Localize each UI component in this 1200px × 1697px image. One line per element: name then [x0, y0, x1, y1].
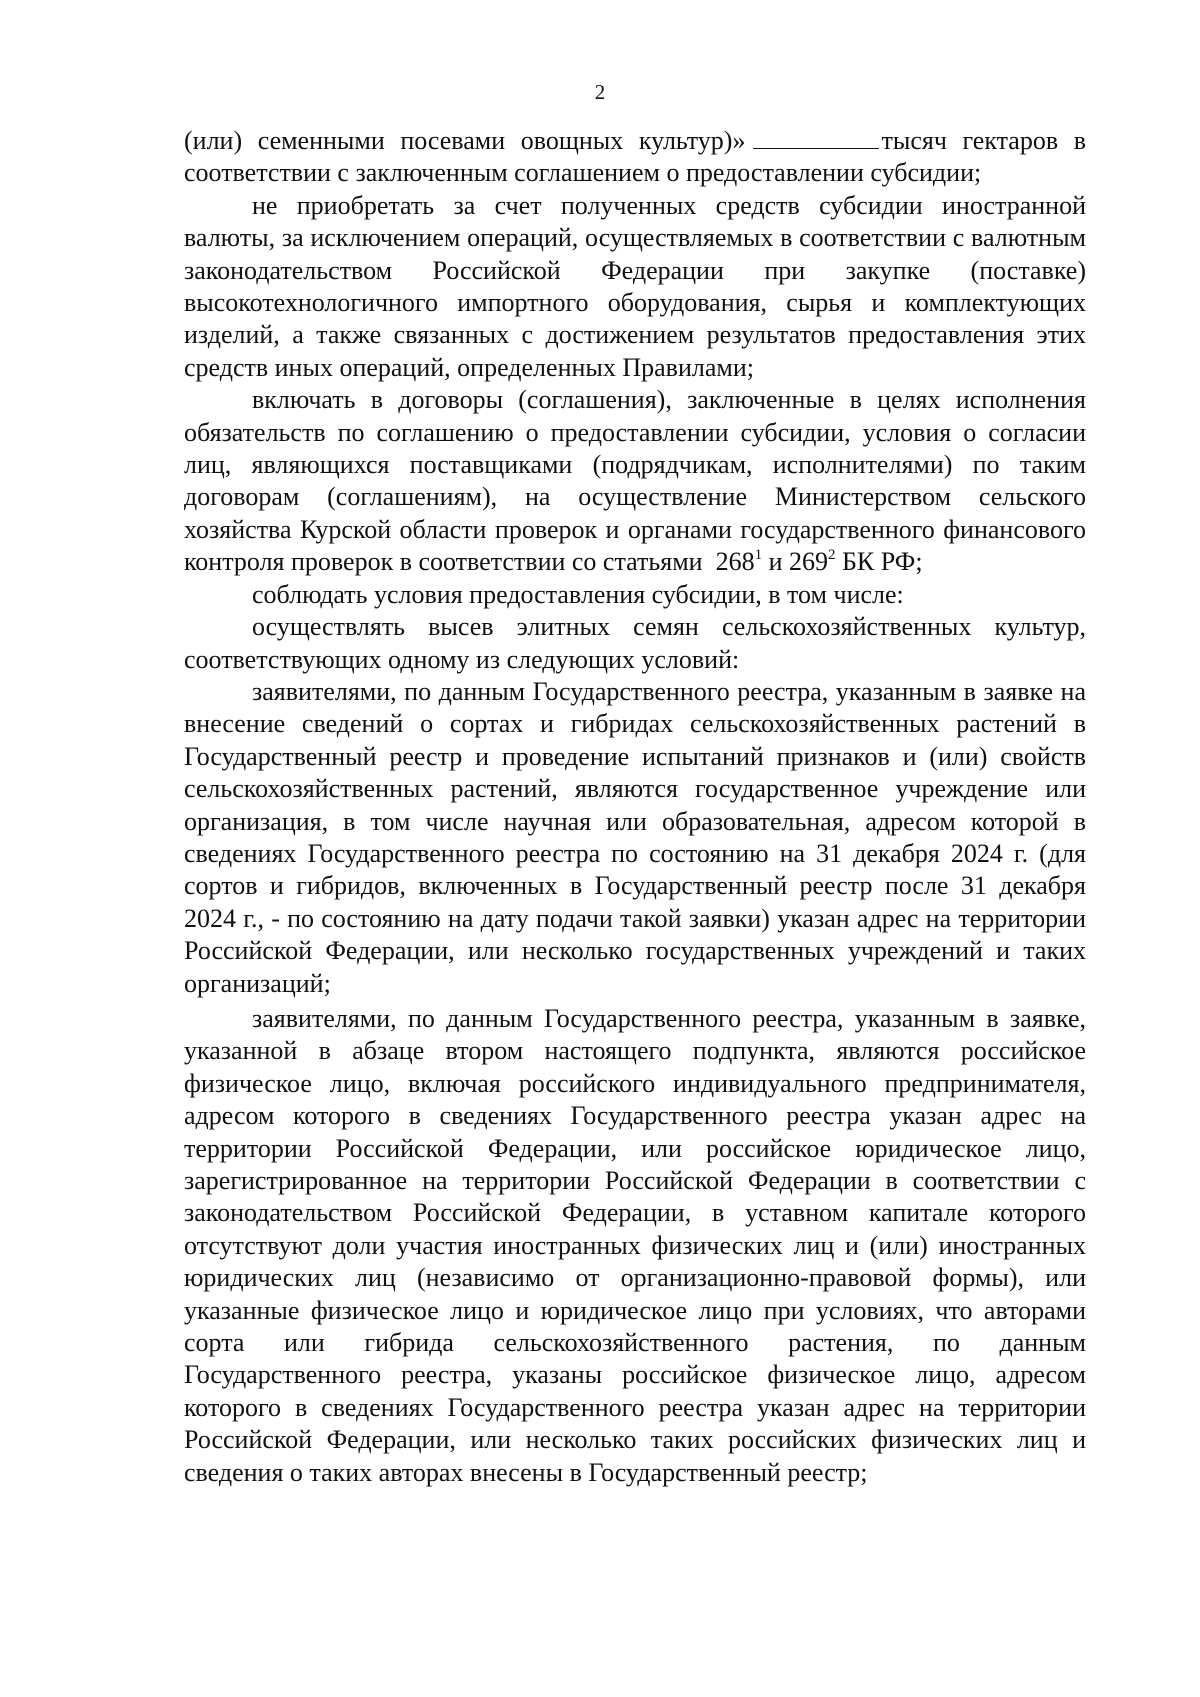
paragraph-4: соблюдать условия предоставления субсидии, в том числе: — [252, 579, 904, 609]
article-268: 268 — [715, 547, 755, 577]
article-268-superscript: 1 — [754, 547, 763, 564]
paragraph-1 — [184, 125, 1086, 190]
paragraph-2: не приобретать за счет полученных средств субсидии иностранной валюты, за исключением операций, осуществляемых в соответствии с валютным законодательством Российской Федерации при закупке (поставке) высокотехнологичного импортного оборудования, сырья и комплектующих изделий, а также связанных с достижением результатов предоставления этих средств иных операций, определенных Правилами; — [184, 190, 1086, 382]
fill-in-blank — [753, 128, 879, 149]
paragraph-1-end: тысяч гектаров в соответствии с заключенным соглашением о предоставлении субсидии; — [184, 126, 1086, 188]
paragraph-1-start: (или) семенными посевами овощных культур)» — [184, 126, 746, 155]
page-number: 2 — [594, 80, 606, 104]
article-269-superscript: 2 — [828, 547, 836, 564]
document-body — [184, 125, 1086, 1489]
paragraph-3-and: и — [768, 547, 783, 577]
article-269: 269 — [789, 547, 828, 577]
paragraph-7: заявителями, по данным Государственного реестра, указанным в заявке, указанной в абзаце втором настоящего подпункта, являются российское физическое лицо, включая российского индивидуального предпринимателя, адресом которого в сведениях Государственного реестра указан адрес на территории Российской Федерации, или российское юридическое лицо, зарегистрированное на территории Российской Федерации в соответствии с законодательством Российской Федерации, в уставном капитале которого отсутствуют доли участия иностранных физических лиц и (или) иностранных юридических лиц (независимо от организационно-правовой формы), или указанные физическое лицо и юридическое лицо при условиях, что авторами сорта или гибрида сельскохозяйственного растения, по данным Государственного реестра, указаны российское физическое лицо, адресом которого в сведениях Государственного реестра указан адрес на территории Российской Федерации, или несколько таких российских физических лиц и сведения о таких авторах внесены в Государственный реестр; — [184, 1003, 1086, 1487]
paragraph-6: заявителями, по данным Государственного реестра, указанным в заявке на внесение сведений о сортах и гибридах сельскохозяйственных растений в Государственный реестр и проведение испытаний признаков и (или) свойств сельскохозяйственных растений, являются государственное учреждение или организация, в том числе научная или образовательная, адресом которой в сведениях Государственного реестра по состоянию на 31 декабря 2024 г. (для сортов и гибридов, включенных в Государственный реестр после 31 декабря 2024 г., - по состоянию на дату подачи такой заявки) указан адрес на территории Российской Федерации, или несколько государственных учреждений и таких организаций; — [184, 676, 1086, 998]
paragraph-3-main: включать в договоры (соглашения), заключенные в целях исполнения обязательств по соглашению о предоставлении субсидии, условия о согласии лиц, являющихся поставщиками (подрядчикам, исполнителями) по таким договорам (соглашениям), на осуществление Министерством сельского хозяйства Курской области проверок и органами государственного финансового контроля проверок в соответствии со статьями — [184, 385, 1086, 577]
paragraph-5: осуществлять высев элитных семян сельскохозяйственных культур, соответствующих одному из следующих условий: — [184, 612, 1086, 674]
paragraph-3 — [184, 384, 1086, 578]
paragraph-3-end: БК РФ; — [842, 547, 923, 577]
